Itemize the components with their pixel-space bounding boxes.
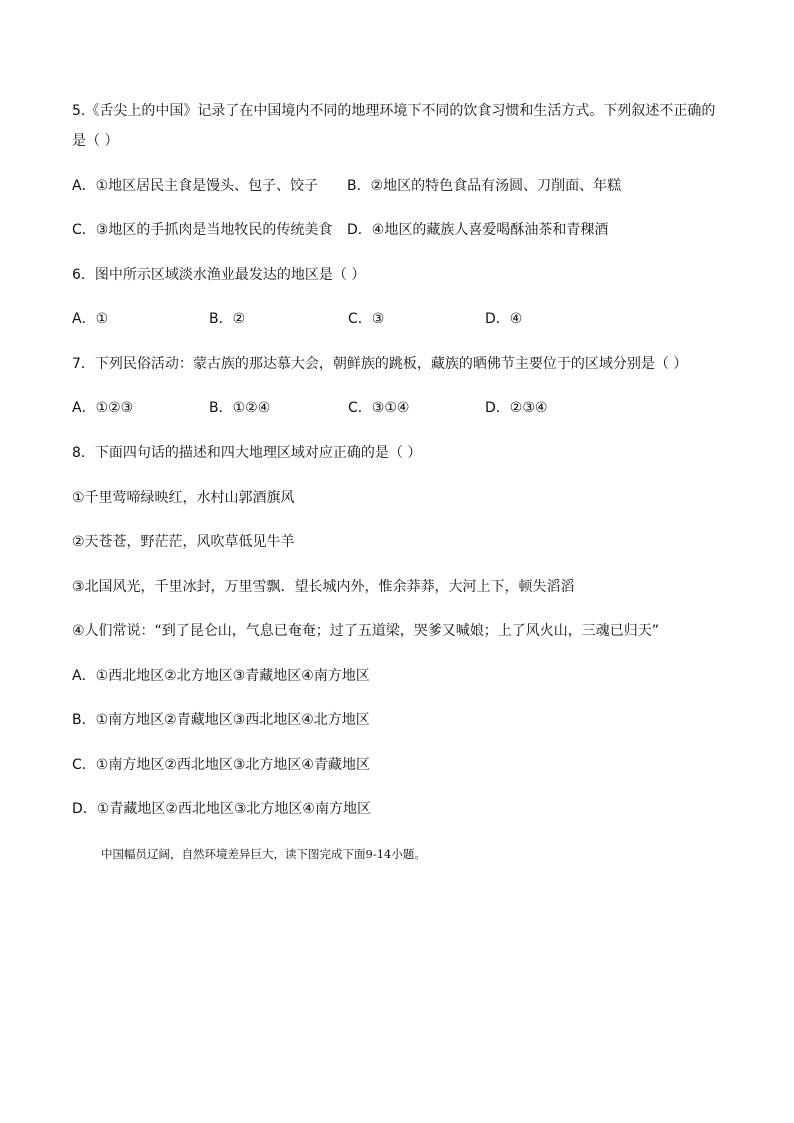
q6-stem: 6．图中所示区域淡水渔业最发达的地区是（ ） [72, 267, 366, 283]
q6-option-c: C．③ [348, 311, 385, 327]
q8-option-d: D．①青藏地区②西北地区③北方地区④南方地区 [72, 801, 371, 817]
q5-stem-line1: 5.《舌尖上的中国》记录了在中国境内不同的地理环境下不同的饮食习惯和生活方式。下列叙述不正确的 [72, 103, 716, 119]
q6-option-b: B．② [209, 311, 246, 327]
q5-stem-line2: 是（ ） [72, 133, 119, 149]
q7-option-a: A．①②③ [72, 400, 134, 416]
q6-option-a: A．① [72, 311, 109, 327]
q8-statement-4: ④人们常说：“到了昆仑山，气息已奄奄；过了五道梁，哭爹又喊娘；上了风火山，三魂已归天” [72, 623, 660, 639]
q5-option-d: D．④地区的藏族人喜爱喝酥油茶和青稞酒 [347, 222, 609, 238]
q7-option-b: B．①②④ [209, 400, 271, 416]
q8-statement-3: ③北国风光，千里冰封，万里雪飘．望长城内外，惟余莽莽，大河上下，顿失滔滔 [72, 579, 575, 595]
q8-statement-1: ①千里莺啼绿映红，水村山郭酒旗风 [72, 490, 295, 506]
section-note: 中国幅员辽阔，自然环境差异巨大，读下图完成下面9-14小题。 [101, 847, 426, 861]
q6-option-d: D．④ [485, 311, 523, 327]
q8-option-c: C．①南方地区②西北地区③北方地区④青藏地区 [72, 757, 370, 773]
q7-option-d: D．②③④ [485, 400, 548, 416]
q8-stem: 8．下面四句话的描述和四大地理区域对应正确的是（ ） [72, 445, 422, 461]
q5-option-b: B．②地区的特色食品有汤圆、刀削面、年糕 [347, 178, 622, 194]
q5-option-c: C．③地区的手抓肉是当地牧民的传统美食 [72, 222, 333, 238]
q8-option-b: B．①南方地区②青藏地区③西北地区④北方地区 [72, 712, 370, 728]
q8-statement-2: ②天苍苍，野茫茫，风吹草低见牛羊 [72, 534, 295, 550]
q7-option-c: C．③①④ [348, 400, 410, 416]
q8-option-a: A．①西北地区②北方地区③青藏地区④南方地区 [72, 668, 370, 684]
q7-stem: 7．下列民俗活动：蒙古族的那达慕大会，朝鲜族的跳板，藏族的晒佛节主要位于的区域分别是（ ） [72, 356, 688, 372]
q5-option-a: A．①地区居民主食是馒头、包子、饺子 [72, 178, 319, 194]
